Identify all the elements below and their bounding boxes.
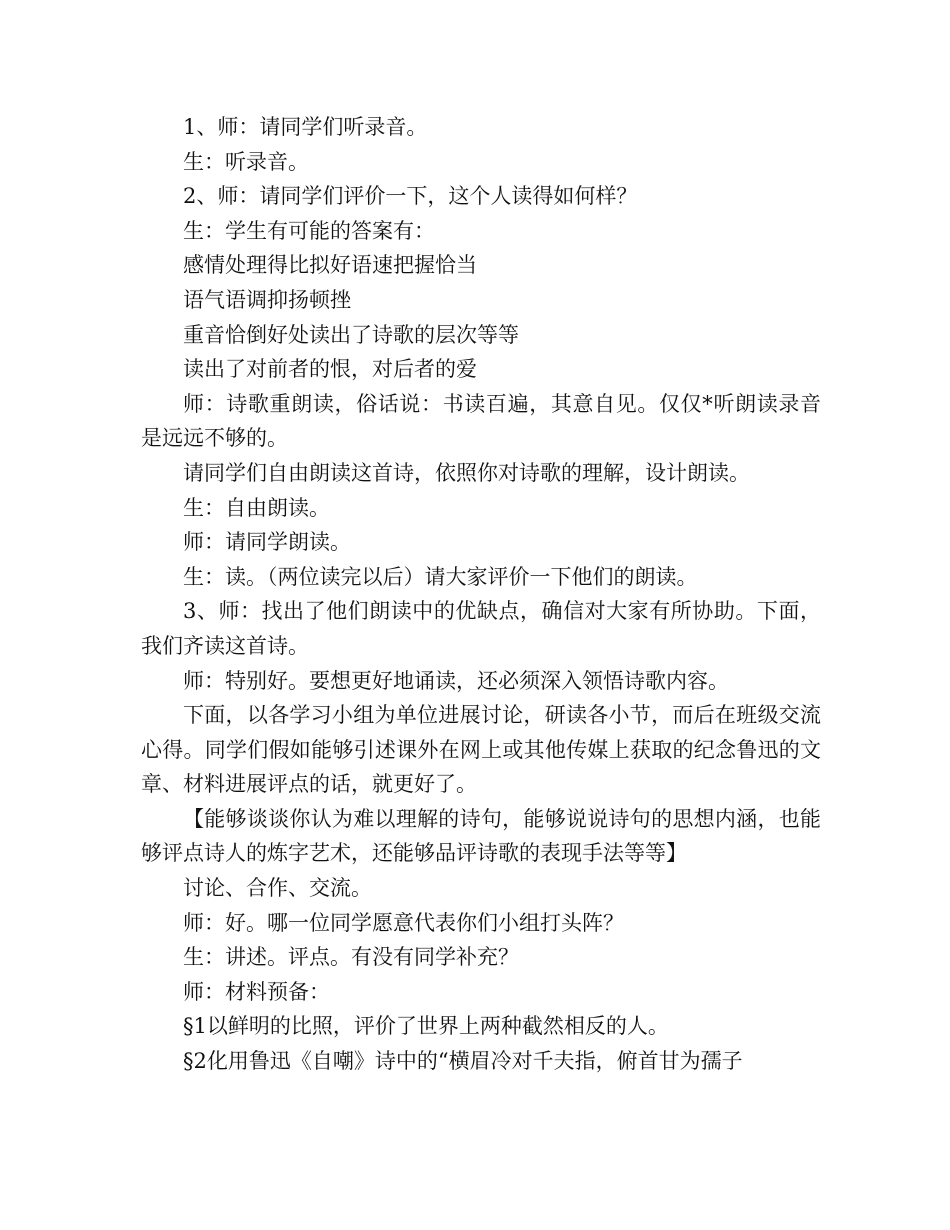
document-body bbox=[141, 110, 821, 1079]
paragraph-20: 生：讲述。评点。有没有同学补充？ bbox=[183, 945, 519, 970]
paragraph-5: 感情处理得比拟好语速把握恰当 bbox=[183, 253, 477, 278]
paragraph-4: 生：学生有可能的答案有： bbox=[183, 218, 435, 243]
paragraph-22: §1以鲜明的比照，评价了世界上两种截然相反的人。 bbox=[183, 1014, 669, 1039]
paragraph-14: 3、师：找出了他们朗读中的优缺点，确信对大家有所协助。下面，我们齐读这首诗。 bbox=[141, 599, 821, 658]
paragraph-21: 师：材料预备： bbox=[183, 979, 330, 1004]
paragraph-23: §2化用鲁迅《自嘲》诗中的“横眉冷对千夫指，俯首甘为孺子 bbox=[183, 1049, 743, 1074]
paragraph-1: 1、师：请同学们听录音。 bbox=[183, 115, 428, 139]
paragraph-18: 讨论、合作、交流。 bbox=[183, 876, 372, 901]
paragraph-16: 下面，以各学习小组为单位进展讨论，研读各小节，而后在班级交流心得。同学们假如能够引述课外在网上或其他传媒上获取的纪念鲁迅的文章、材料进展评点的话，就更好了。 bbox=[141, 703, 821, 797]
paragraph-17: 【能够谈谈你认为难以理解的诗句，能够说说诗句的思想内涵，也能够评点诗人的炼字艺术，还能够品评诗歌的表现手法等等】 bbox=[141, 806, 821, 866]
paragraph-13: 生：读。（两位读完以后）请大家评价一下他们的朗读。 bbox=[183, 564, 698, 589]
paragraph-19: 师：好。哪一位同学愿意代表你们小组打头阵？ bbox=[183, 910, 624, 935]
paragraph-9: 师：诗歌重朗读，俗话说：书读百遍，其意自见。仅仅*听朗读录音是远远不够的。 bbox=[141, 391, 821, 451]
paragraph-11: 生：自由朗读。 bbox=[183, 495, 330, 520]
paragraph-7: 重音恰倒好处读出了诗歌的层次等等 bbox=[183, 322, 519, 347]
paragraph-2: 生：听录音。 bbox=[183, 149, 309, 174]
paragraph-8: 读出了对前者的恨，对后者的爱 bbox=[183, 357, 477, 382]
paragraph-15: 师：特别好。要想更好地诵读，还必须深入领悟诗歌内容。 bbox=[183, 668, 729, 693]
paragraph-3: 2、师：请同学们评价一下，这个人读得如何样？ bbox=[183, 184, 638, 209]
paragraph-10: 请同学们自由朗读这首诗，依照你对诗歌的理解，设计朗读。 bbox=[183, 460, 750, 485]
paragraph-12: 师：请同学朗读。 bbox=[183, 530, 351, 555]
paragraph-6: 语气语调抑扬顿挫 bbox=[183, 287, 351, 312]
